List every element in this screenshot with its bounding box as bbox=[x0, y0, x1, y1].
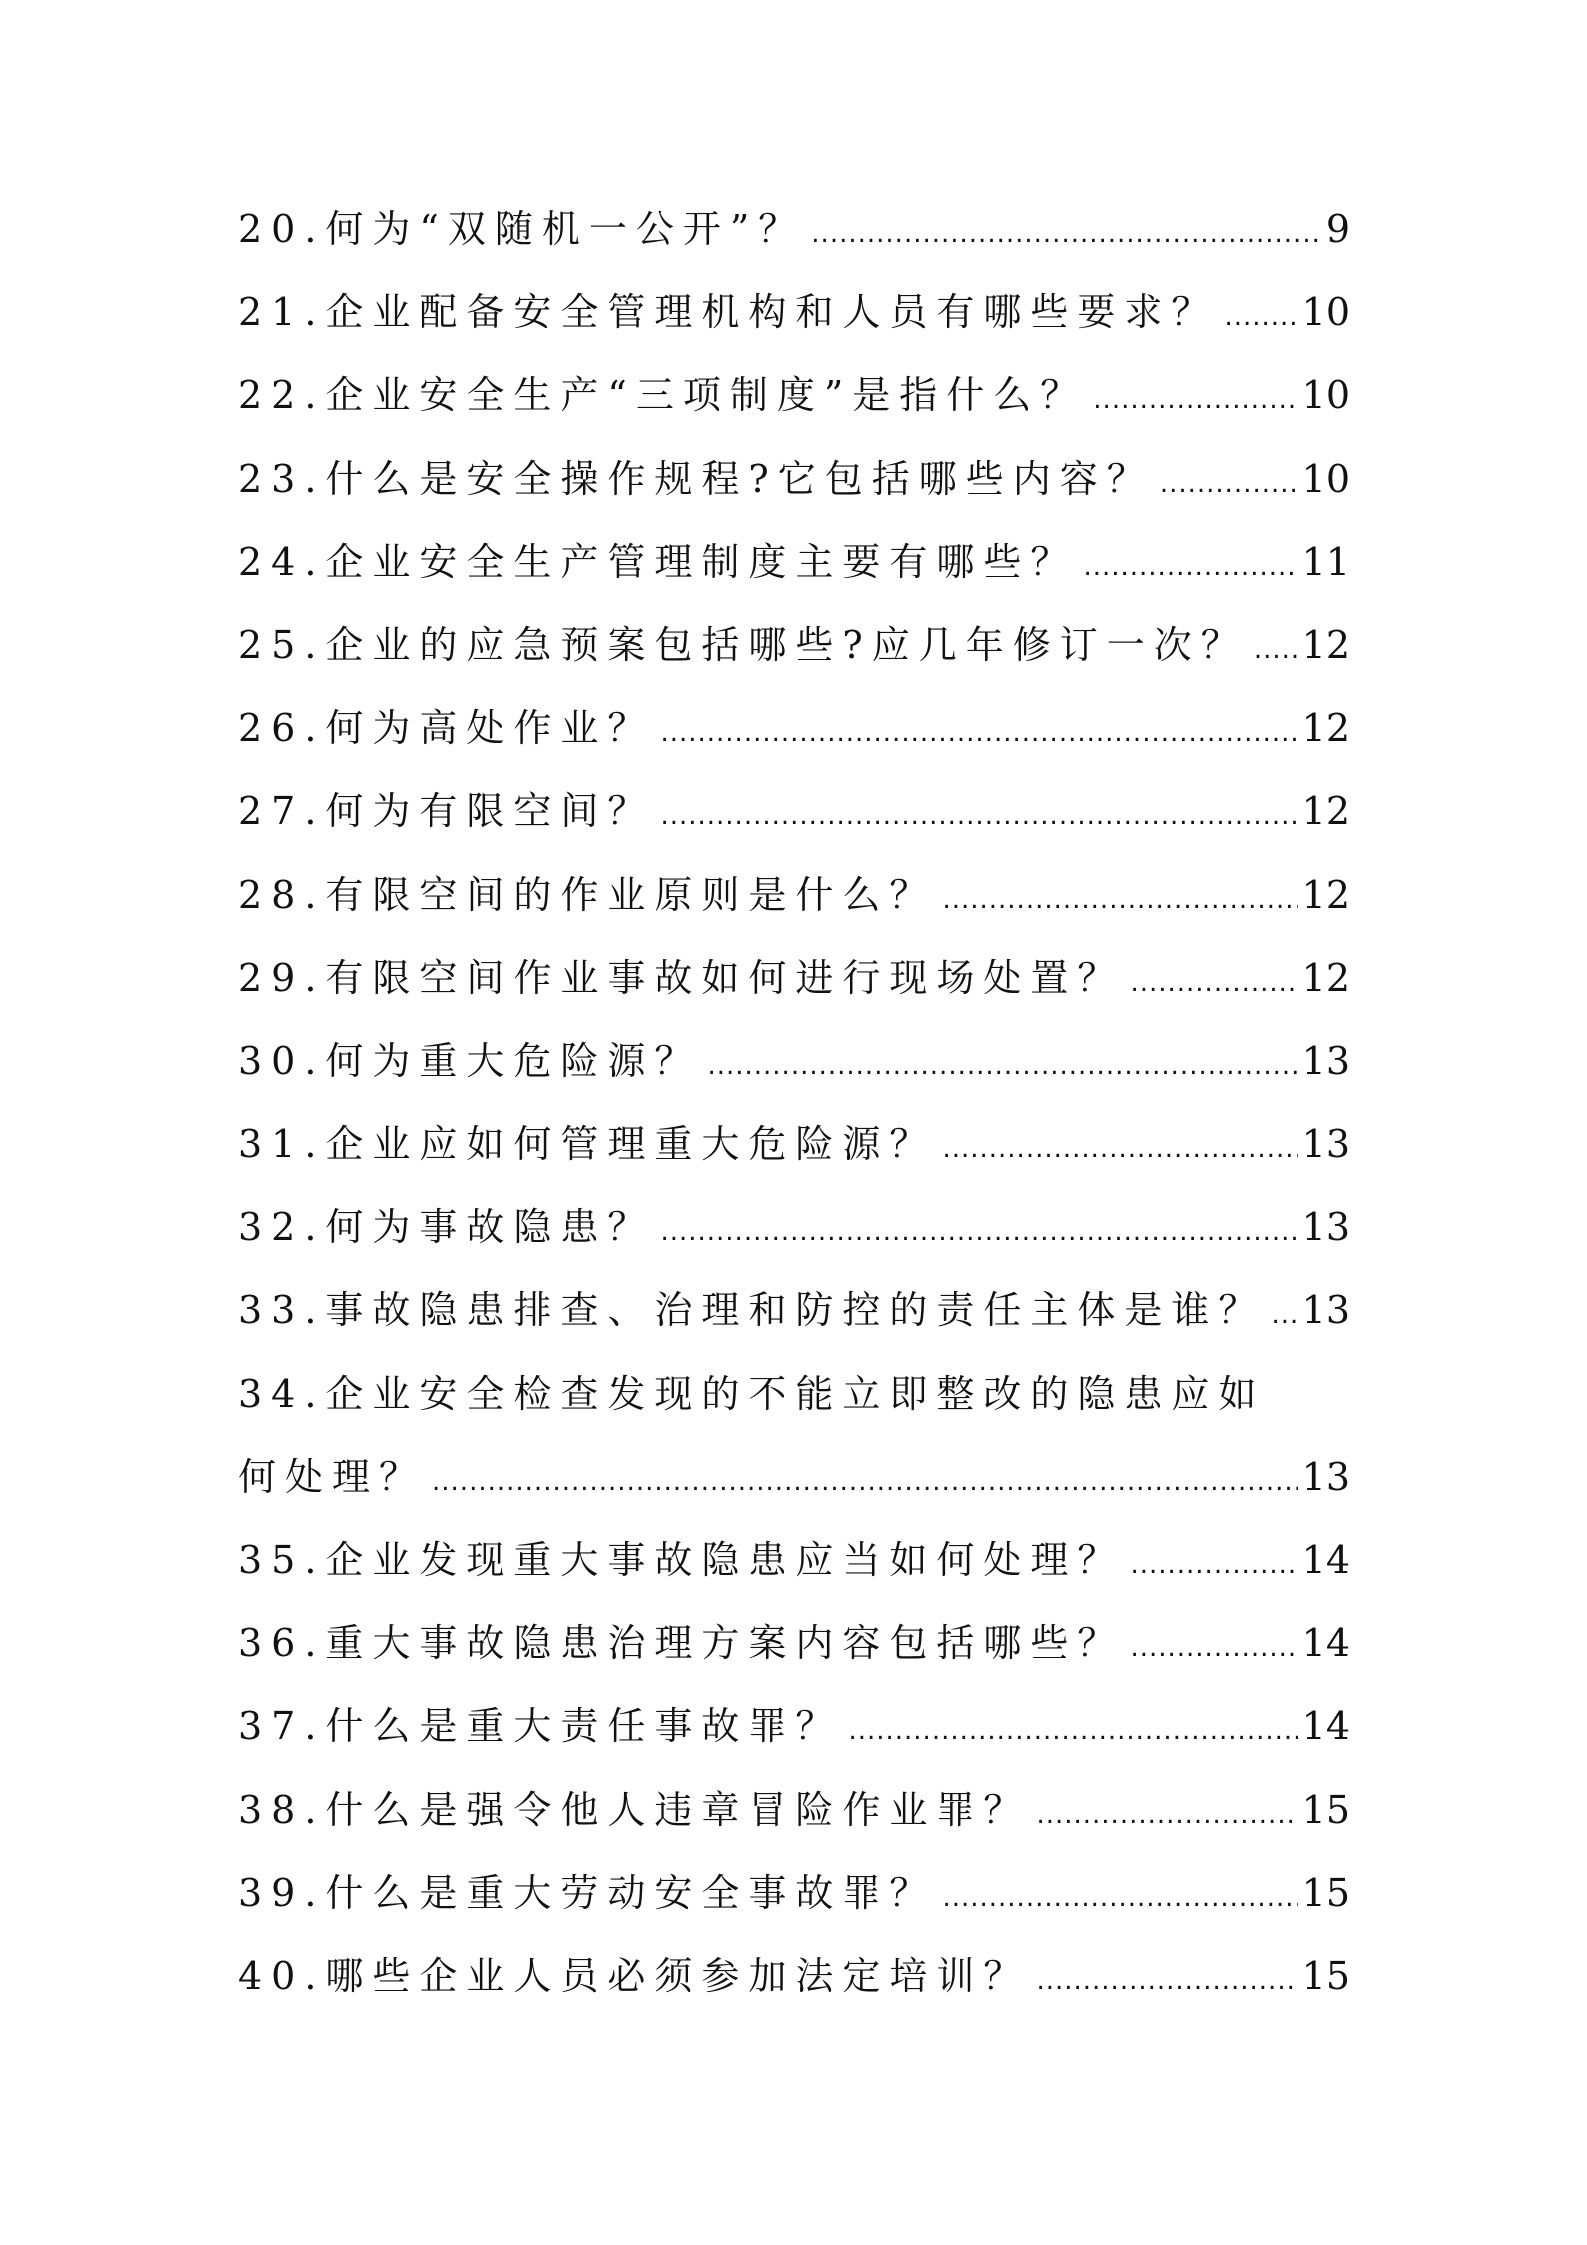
toc-entry-title: 25.企业的应急预案包括哪些?应几年修订一次？ bbox=[238, 622, 1248, 667]
toc-entry-29[interactable] bbox=[238, 937, 1350, 1020]
toc-entry-40[interactable] bbox=[238, 1935, 1350, 2018]
toc-entry-page: 13 bbox=[1301, 1454, 1350, 1499]
toc-entry-24[interactable] bbox=[238, 521, 1350, 604]
toc-entry-title: 28.有限空间的作业原则是什么？ bbox=[238, 872, 937, 917]
dot-leader bbox=[1224, 276, 1297, 359]
toc-entry-34[interactable] bbox=[238, 1353, 1350, 1519]
dot-leader bbox=[1160, 443, 1298, 526]
dot-leader bbox=[432, 1441, 1298, 1524]
toc-entry-page: 9 bbox=[1325, 207, 1350, 251]
toc-entry-page: 15 bbox=[1301, 1870, 1350, 1915]
dot-leader bbox=[1036, 1940, 1297, 2023]
toc-entry-page: 13 bbox=[1301, 1038, 1350, 1083]
toc-entry-20[interactable] bbox=[238, 188, 1350, 271]
toc-entry-title: 24.企业安全生产管理制度主要有哪些？ bbox=[238, 539, 1078, 584]
toc-entry-page: 10 bbox=[1301, 290, 1350, 335]
toc-entry-22[interactable] bbox=[238, 354, 1350, 437]
toc-entry-21[interactable] bbox=[238, 271, 1350, 354]
toc-entry-title: 33.事故隐患排查、治理和防控的责任主体是谁？ bbox=[238, 1288, 1266, 1333]
toc-entry-38[interactable] bbox=[238, 1769, 1350, 1852]
toc-entry-23[interactable] bbox=[238, 438, 1350, 521]
dot-leader bbox=[660, 692, 1297, 775]
toc-entry-page: 10 bbox=[1301, 373, 1350, 418]
dot-leader bbox=[1130, 1524, 1297, 1607]
toc-entry-title: 23.什么是安全操作规程?它包括哪些内容？ bbox=[238, 456, 1154, 501]
toc-entry-title: 40.哪些企业人员必须参加法定培训？ bbox=[238, 1953, 1031, 1998]
toc-entry-title: 30.何为重大危险源？ bbox=[238, 1038, 702, 1083]
dot-leader bbox=[1083, 526, 1297, 609]
toc-entry-36[interactable] bbox=[238, 1602, 1350, 1685]
toc-entry-25[interactable] bbox=[238, 604, 1350, 687]
toc-entry-page: 15 bbox=[1301, 1953, 1350, 1998]
toc-entry-title: 29.有限空间作业事故如何进行现场处置？ bbox=[238, 955, 1125, 1000]
toc-entry-page: 12 bbox=[1301, 789, 1350, 834]
toc-entry-title: 32.何为事故隐患？ bbox=[238, 1205, 655, 1250]
toc-entry-page: 13 bbox=[1301, 1122, 1350, 1167]
toc-entry-page: 15 bbox=[1301, 1787, 1350, 1832]
toc-entry-title: 27.何为有限空间？ bbox=[238, 789, 655, 834]
toc-entry-33[interactable] bbox=[238, 1269, 1350, 1352]
dot-leader bbox=[942, 859, 1297, 942]
dot-leader bbox=[1271, 1274, 1297, 1357]
toc-entry-title-line1: 34.企业安全检查发现的不能立即整改的隐患应如 bbox=[238, 1371, 1266, 1416]
table-of-contents bbox=[238, 188, 1350, 2018]
toc-entry-page: 14 bbox=[1301, 1538, 1350, 1582]
toc-entry-title: 37.什么是重大责任事故罪？ bbox=[238, 1704, 843, 1749]
dot-leader bbox=[1093, 359, 1297, 442]
toc-entry-35[interactable] bbox=[238, 1519, 1350, 1602]
toc-entry-page: 12 bbox=[1301, 622, 1350, 667]
toc-entry-30[interactable] bbox=[238, 1020, 1350, 1103]
dot-leader bbox=[660, 1191, 1297, 1274]
dot-leader bbox=[660, 775, 1297, 858]
toc-entry-page: 12 bbox=[1301, 706, 1350, 751]
toc-entry-page: 12 bbox=[1301, 872, 1350, 917]
toc-entry-title: 21.企业配备安全管理机构和人员有哪些要求？ bbox=[238, 290, 1219, 335]
dot-leader bbox=[848, 1690, 1297, 1773]
toc-entry-27[interactable] bbox=[238, 770, 1350, 853]
dot-leader bbox=[942, 1108, 1297, 1191]
dot-leader bbox=[1130, 1607, 1297, 1690]
toc-entry-page: 14 bbox=[1301, 1704, 1350, 1749]
dot-leader bbox=[1130, 942, 1297, 1025]
toc-entry-31[interactable] bbox=[238, 1103, 1350, 1186]
dot-leader bbox=[1036, 1774, 1297, 1857]
toc-entry-28[interactable] bbox=[238, 854, 1350, 937]
dot-leader bbox=[707, 1025, 1297, 1108]
dot-leader bbox=[811, 193, 1322, 276]
toc-entry-title: 31.企业应如何管理重大危险源？ bbox=[238, 1122, 937, 1167]
toc-entry-title-line2: 何处理？ bbox=[238, 1454, 427, 1499]
dot-leader bbox=[942, 1857, 1297, 1940]
toc-entry-title: 26.何为高处作业？ bbox=[238, 706, 655, 751]
toc-entry-26[interactable] bbox=[238, 687, 1350, 770]
toc-entry-page: 10 bbox=[1301, 456, 1350, 501]
dot-leader bbox=[1254, 609, 1298, 692]
toc-entry-title: 20.何为“双随机一公开”？ bbox=[238, 207, 806, 251]
toc-entry-page: 14 bbox=[1301, 1621, 1350, 1666]
toc-entry-page: 13 bbox=[1301, 1205, 1350, 1250]
toc-entry-title: 35.企业发现重大事故隐患应当如何处理？ bbox=[238, 1538, 1125, 1582]
toc-entry-32[interactable] bbox=[238, 1186, 1350, 1269]
toc-entry-title: 39.什么是重大劳动安全事故罪？ bbox=[238, 1870, 937, 1915]
toc-entry-page: 11 bbox=[1301, 539, 1350, 584]
toc-entry-title: 22.企业安全生产“三项制度”是指什么？ bbox=[238, 373, 1088, 418]
toc-entry-title: 36.重大事故隐患治理方案内容包括哪些？ bbox=[238, 1621, 1125, 1666]
toc-entry-page: 12 bbox=[1301, 955, 1350, 1000]
toc-entry-page: 13 bbox=[1301, 1288, 1350, 1333]
toc-entry-37[interactable] bbox=[238, 1685, 1350, 1768]
toc-entry-title: 38.什么是强令他人违章冒险作业罪？ bbox=[238, 1787, 1031, 1832]
toc-entry-39[interactable] bbox=[238, 1852, 1350, 1935]
